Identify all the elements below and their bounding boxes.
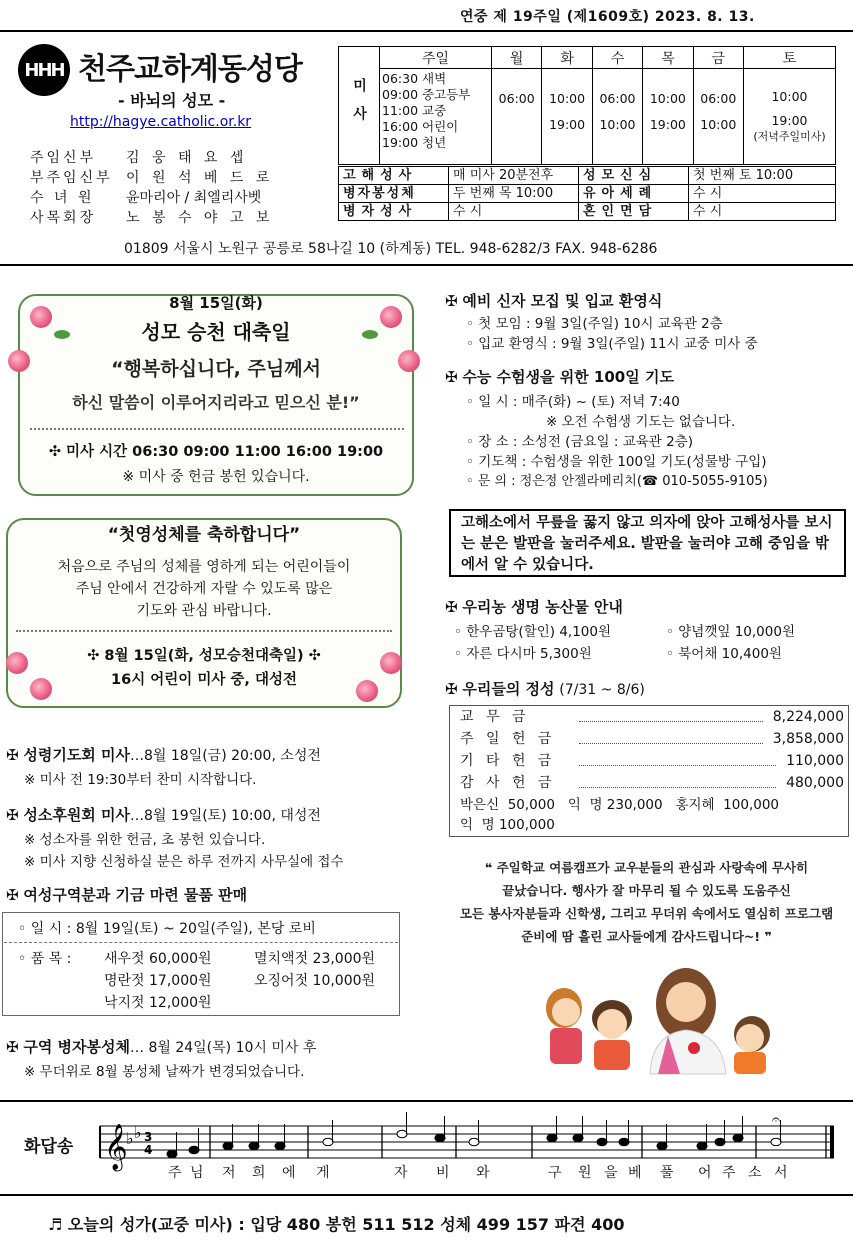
- saturday-times: [744, 69, 836, 165]
- item-line: ※ 미사 지향 신청하실 분은 하루 전까지 사무실에 접수: [24, 854, 344, 870]
- note-head: [715, 1138, 725, 1146]
- farm-item: ◦ 양념깻잎 10,000원: [666, 624, 795, 640]
- offering-heading: [445, 678, 645, 699]
- time-entry: 06:00: [599, 91, 636, 106]
- staff-role: 주임신부: [30, 150, 97, 166]
- staff-name: 윤마리아 / 최엘리사벳: [126, 190, 262, 206]
- day-header: 화: [542, 47, 592, 69]
- sacrament-value: 매 미사 20분전후: [449, 167, 579, 185]
- sale-item: 새우젓 60,000원: [104, 951, 212, 967]
- divider: [16, 630, 392, 632]
- thursday-times: [643, 69, 693, 165]
- cross-icon: ✠: [445, 368, 463, 386]
- thanks-line: 모든 봉사자분들과 신학생, 그리고 무더위 속에서도 열심히 프로그램: [459, 906, 834, 921]
- time-entry: 10:00: [771, 89, 808, 104]
- communion-body-3: 기도와 관심 바랍니다.: [136, 603, 272, 619]
- confession-notice: 고해소에서 무릎을 꿇지 않고 의자에 앉아 고해성사를 보시는 분은 발판을 눌러주세요. 발판을 눌러야 고해 중임을 밖에서 알 수 있습니다.: [449, 509, 846, 577]
- header-bottom-rule: [0, 264, 853, 266]
- offering-key: 기 타 헌 금: [460, 753, 556, 769]
- child-body: [734, 1052, 766, 1074]
- feast-date: 8월 15일(화): [169, 294, 263, 312]
- divider: [4, 942, 398, 943]
- monday-times: [492, 69, 542, 165]
- rose-icon: [6, 652, 28, 674]
- day-header: 주일: [380, 47, 492, 69]
- lyric: 주: [722, 1165, 736, 1181]
- farm-item: ◦ 한우곰탕(할인) 4,100원: [454, 624, 612, 640]
- todays-hymns: ♬ 오늘의 성가(교중 미사) : 입당 480 봉헌 511 512 성체 499 157 파견 400: [48, 1215, 625, 1234]
- sale-item: 명란젓 17,000원: [104, 973, 212, 989]
- staff-row: [30, 148, 273, 168]
- offering-value: 3,858,000: [772, 731, 844, 747]
- cross-icon: ✠: [445, 292, 463, 310]
- time-signature: 4: [144, 1143, 153, 1157]
- church-logo: HHH: [18, 44, 70, 96]
- offering-key: 교 무 금: [460, 709, 530, 725]
- time-entry: 06:30 새벽: [382, 71, 447, 86]
- staff-role: 수 녀 원: [30, 190, 95, 206]
- sale-item: 낙지젓 12,000원: [104, 995, 212, 1011]
- time-entry: 16:00 어린이: [382, 119, 459, 134]
- item-title: 성령기도회 미사: [23, 746, 130, 764]
- sunday-times: [380, 69, 492, 165]
- time-entry: 06:00: [498, 91, 535, 106]
- farm-heading: [445, 596, 623, 617]
- item-detail: …8월 18일(금) 20:00, 소성전: [130, 748, 321, 764]
- offering-key: 주 일 헌 금: [460, 731, 556, 747]
- item-title: 여성구역분과 기금 마련 물품 판매: [23, 886, 248, 904]
- offering-value: 480,000: [786, 775, 844, 791]
- offering-value: 8,224,000: [772, 709, 844, 725]
- item-title: 수능 수험생을 위한 100일 기도: [462, 368, 674, 386]
- lyric: 어: [698, 1165, 712, 1181]
- item-title: 구역 병자봉성체: [23, 1038, 130, 1056]
- note-head: [167, 1150, 177, 1158]
- sick-communion: [6, 1036, 316, 1057]
- note-head: [733, 1134, 743, 1142]
- staff-list: [30, 148, 273, 228]
- farm-item: ◦ 북어채 10,400원: [666, 646, 782, 662]
- exam-heading: [445, 366, 674, 387]
- thanks-line: ❝ 주일학교 여름캠프가 교우분들의 관심과 사랑속에 무사히: [484, 860, 809, 875]
- vocation-mass: [6, 804, 321, 825]
- staff-name: 김 웅 태 요 셉: [126, 150, 248, 166]
- misa-label: 미사: [339, 47, 380, 165]
- sacrament-row: [339, 185, 836, 203]
- flat-icon: ♭: [126, 1129, 134, 1148]
- note-head: [249, 1142, 259, 1150]
- thanks-line: 끝났습니다. 행사가 잘 마무리 될 수 있도록 도움주신: [502, 883, 791, 898]
- offering-donors: 박은신 50,000 익 명 230,000 홍지혜 100,000: [460, 797, 780, 813]
- day-header: 수: [592, 47, 642, 69]
- time-entry: 11:00 교중: [382, 103, 447, 118]
- staff-name: 노 봉 수 야 고 보: [126, 210, 274, 226]
- offering-table: [460, 706, 844, 834]
- farm-item: ◦ 자른 다시마 5,300원: [454, 646, 592, 662]
- psalm-lyrics: [0, 1162, 853, 1182]
- rose-icon: [380, 652, 402, 674]
- holy-spirit-mass: [6, 744, 321, 765]
- time-entry: 10:00: [700, 117, 737, 132]
- lyric: 풀: [660, 1165, 674, 1181]
- communion-place: 16시 어린이 미사 중, 대성전: [111, 672, 297, 688]
- cross-icon: ✠: [445, 680, 463, 698]
- lyric: 구: [548, 1165, 562, 1181]
- psalm-label: 화답송: [24, 1137, 74, 1157]
- staff-name: 이 원 석 베 드 로: [126, 170, 274, 186]
- divider: [30, 428, 404, 430]
- staff-row: [30, 168, 273, 188]
- item-line: ※ 무더위로 8월 봉성체 날짜가 변경되었습니다.: [24, 1064, 305, 1080]
- time-entry: 10:00: [599, 117, 636, 132]
- item-line: ◦ 문 의 : 정은정 안젤라메리치(☎ 010-5055-9105): [466, 474, 768, 489]
- staff-row: [30, 208, 273, 228]
- note-head: [223, 1142, 233, 1150]
- note-head: [573, 1134, 583, 1142]
- sacrament-key: 병자봉성체: [339, 185, 449, 203]
- item-title: 우리들의 정성: [462, 680, 555, 698]
- time-entry: 19:00: [771, 113, 808, 128]
- sale-item: 오징어젓 10,000원: [254, 973, 376, 989]
- rose-icon: [30, 678, 52, 700]
- feast-note: ※ 미사 중 헌금 봉헌 있습니다.: [122, 469, 310, 485]
- sacrament-row: [339, 203, 836, 221]
- catechumen-heading: [445, 290, 662, 311]
- offering-donors: 익 명 100,000: [460, 817, 555, 833]
- note-head: [469, 1138, 479, 1146]
- cross-icon: ✠: [6, 1038, 24, 1056]
- item-title: 예비 신자 모집 및 입교 환영식: [462, 292, 663, 310]
- note-head: [657, 1142, 667, 1150]
- sacrament-key: 유아세례: [579, 185, 689, 203]
- time-entry: 09:00 중고등부: [382, 87, 471, 102]
- cross-icon: ✠: [6, 886, 24, 904]
- rose-icon: [356, 680, 378, 702]
- sale-heading: [6, 884, 247, 905]
- sacrament-value: 수 시: [689, 203, 836, 221]
- treble-clef-icon: 𝄞: [104, 1124, 128, 1170]
- sacrament-value: 수 시: [689, 185, 836, 203]
- fermata-icon: 𝄐: [772, 1112, 780, 1128]
- sale-date: ◦ 일 시 : 8월 19일(토) ~ 20일(주일), 본당 로비: [18, 921, 316, 937]
- item-line: ※ 미사 전 19:30부터 찬미 시작합니다.: [24, 772, 257, 788]
- flat-icon: ♭: [134, 1123, 142, 1142]
- staff-role: 부주임신부: [30, 170, 113, 186]
- thanks-message: [440, 856, 853, 948]
- note-head: [771, 1138, 781, 1146]
- item-detail: …8월 19일(토) 10:00, 대성전: [130, 808, 321, 824]
- item-line: ◦ 입교 환영식 : 9월 3일(주일) 11시 교중 미사 중: [466, 336, 758, 352]
- child-body: [594, 1040, 630, 1070]
- time-entry: 19:00: [649, 117, 686, 132]
- day-header: 월: [492, 47, 542, 69]
- day-header: 목: [643, 47, 693, 69]
- mass-times: ✣ 미사 시간 06:30 09:00 11:00 16:00 19:00: [48, 444, 384, 460]
- communion-title: “첫영성체를 축하합니다”: [107, 525, 301, 545]
- lyric: 주: [168, 1165, 182, 1181]
- offering-value: 110,000: [786, 753, 844, 769]
- offering-key: 감 사 헌 금: [460, 775, 556, 791]
- tuesday-times: [542, 69, 592, 165]
- cross-icon: ✠: [445, 598, 463, 616]
- sale-item: 멸치액젓 23,000원: [254, 951, 376, 967]
- communion-date: ✣ 8월 15일(화, 성모승천대축일) ✣: [87, 648, 321, 664]
- feast-quote-2: 하신 말씀이 이루어지리라고 믿으신 분!”: [72, 393, 360, 412]
- cross-icon: ✠: [6, 746, 24, 764]
- address-line: 01809 서울시 노원구 공릉로 58나길 10 (하계동) TEL. 948-6282/3 FAX. 948-6286: [124, 241, 658, 257]
- item-line: ※ 성소자를 위한 헌금, 초 봉헌 있습니다.: [24, 832, 266, 848]
- lyric: 게: [316, 1165, 330, 1181]
- jesus-face: [666, 982, 706, 1022]
- offering-period: (7/31 ~ 8/6): [559, 682, 645, 698]
- lyric: 원: [578, 1165, 592, 1181]
- time-entry: 06:00: [700, 91, 737, 106]
- lyric: 소: [748, 1165, 762, 1181]
- note-head: [397, 1130, 407, 1138]
- time-entry: (저녁주일미사): [753, 130, 826, 143]
- psalm-notes: [167, 1112, 781, 1158]
- child-face: [736, 1024, 764, 1052]
- item-title: 우리농 생명 농산물 안내: [462, 598, 623, 616]
- day-header: 금: [693, 47, 743, 69]
- header-top-rule: [0, 30, 853, 32]
- church-url-link[interactable]: http://hagye.catholic.or.kr: [70, 114, 252, 130]
- staff-role: 사목회장: [30, 210, 97, 226]
- item-line: ◦ 기도책 : 수험생을 위한 100일 기도(성물방 구입): [466, 454, 767, 470]
- sacrament-key: 병자성사: [339, 203, 449, 221]
- sacrament-value: 두 번째 목 10:00: [449, 185, 579, 203]
- wednesday-times: [592, 69, 642, 165]
- church-subtitle: - 바뇌의 성모 -: [118, 91, 226, 110]
- cross-icon: ✠: [6, 806, 24, 824]
- item-line: ◦ 장 소 : 소성전 (금요일 : 교육관 2층): [466, 434, 694, 450]
- time-entry: 19:00 청년: [382, 135, 447, 150]
- offering-row: [460, 772, 844, 794]
- lyric: 자: [394, 1165, 408, 1181]
- sale-items-label: ◦ 품 목 :: [18, 951, 72, 967]
- note-head: [697, 1142, 707, 1150]
- item-line: ◦ 첫 모임 : 9월 3일(주일) 10시 교육관 2층: [466, 316, 723, 332]
- final-barline: [830, 1126, 834, 1158]
- note-head: [597, 1138, 607, 1146]
- friday-times: [693, 69, 743, 165]
- lyric: 비: [436, 1165, 450, 1181]
- lyric: 에: [282, 1165, 296, 1181]
- feast-title: 성모 승천 대축일: [141, 320, 291, 344]
- item-line: ※ 오전 수험생 기도는 없습니다.: [546, 414, 736, 430]
- child-face: [597, 1009, 627, 1039]
- thanks-line: 준비에 땀 흘린 교사들에게 감사드립니다~! ❞: [521, 929, 772, 944]
- mass-schedule-table: [338, 46, 836, 165]
- sacrament-table: [338, 166, 836, 221]
- lyric: 와: [476, 1165, 490, 1181]
- feast-quote-1: “행복하십니다, 주님께서: [111, 358, 321, 380]
- lyric: 님: [190, 1165, 204, 1181]
- note-head: [323, 1138, 333, 1146]
- note-head: [619, 1138, 629, 1146]
- lyric: 희: [252, 1165, 266, 1181]
- child-face: [552, 998, 580, 1026]
- lyric: 서: [774, 1165, 788, 1181]
- lyric: 을: [604, 1165, 618, 1181]
- time-entry: 10:00: [549, 91, 586, 106]
- child-body: [550, 1028, 582, 1064]
- lyric: 저: [222, 1165, 236, 1181]
- item-title: 성소후원회 미사: [23, 806, 130, 824]
- time-signature: 3: [144, 1130, 153, 1144]
- communion-body-2: 주님 안에서 건강하게 자랄 수 있도록 많은: [75, 581, 333, 597]
- sacrament-key: 고해성사: [339, 167, 449, 185]
- note-head: [275, 1142, 285, 1150]
- church-name: 천주교하계동성당: [78, 52, 302, 87]
- day-header: 토: [744, 47, 836, 69]
- note-head: [189, 1146, 199, 1154]
- time-entry: 10:00: [649, 91, 686, 106]
- note-head: [547, 1134, 557, 1142]
- sacrament-row: [339, 167, 836, 185]
- staff-row: [30, 188, 273, 208]
- issue-line: 연중 제 19주일 (제1609호) 2023. 8. 13.: [460, 9, 755, 25]
- communion-body-1: 처음으로 주님의 성체를 영하게 되는 어린이들이: [57, 559, 351, 575]
- sacrament-key: 성모신심: [579, 167, 689, 185]
- note-head: [435, 1134, 445, 1142]
- offering-row: [460, 728, 844, 750]
- offering-row: [460, 706, 844, 728]
- time-entry: 19:00: [549, 117, 586, 132]
- sacred-heart: [688, 1042, 700, 1054]
- sacrament-value: 수 시: [449, 203, 579, 221]
- lyric: 베: [628, 1165, 642, 1181]
- item-line: ◦ 일 시 : 매주(화) ~ (토) 저녁 7:40: [466, 394, 680, 410]
- offering-row: [460, 750, 844, 772]
- jesus-children-illustration: [540, 964, 770, 1076]
- sacrament-value: 첫 번째 토 10:00: [689, 167, 836, 185]
- sacrament-key: 혼인면담: [579, 203, 689, 221]
- item-detail: … 8월 24일(목) 10시 미사 후: [130, 1040, 317, 1056]
